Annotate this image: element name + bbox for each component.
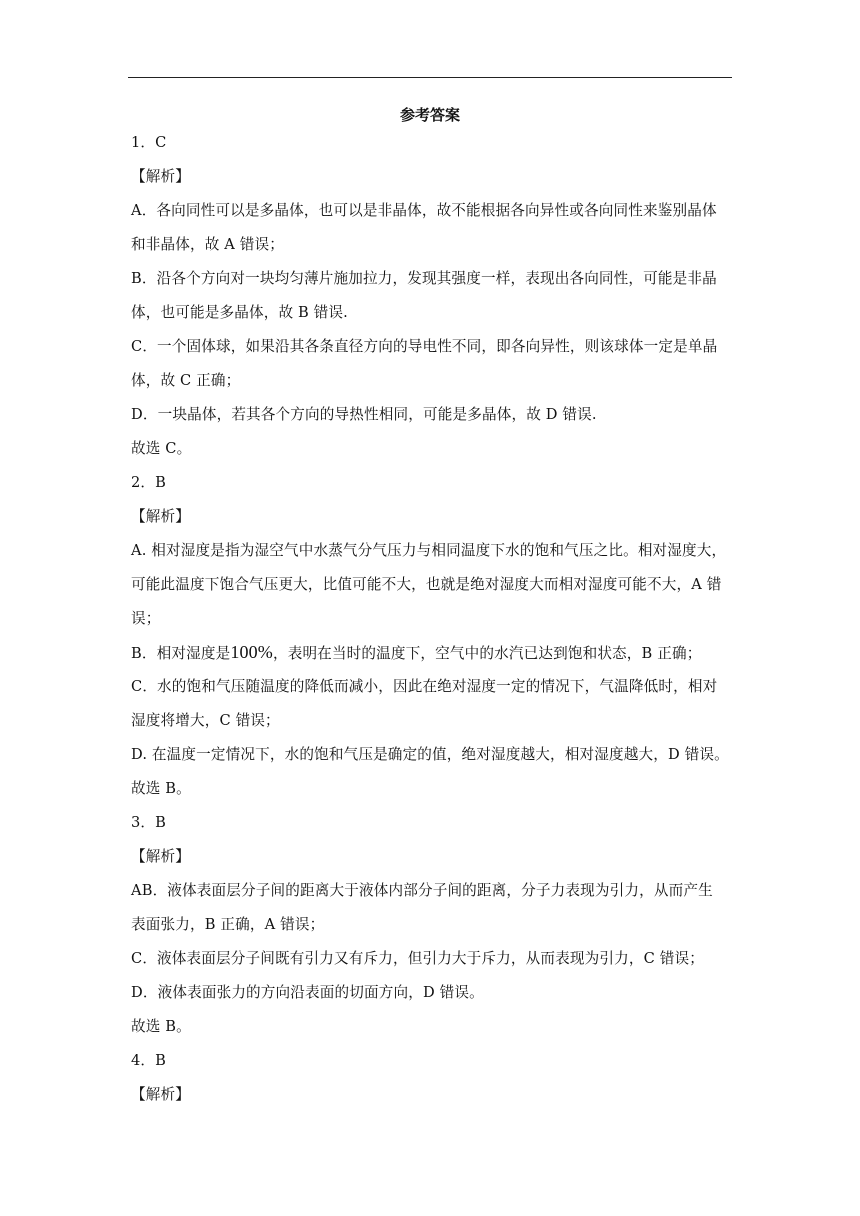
text-line: 和非晶体，故 A 错误；	[131, 236, 284, 253]
analysis-heading: 【解析】	[131, 1086, 190, 1103]
analysis-heading: 【解析】	[131, 848, 190, 865]
text-line: A．各向同性可以是多晶体，也可以是非晶体，故不能根据各向异性或各向同性来鉴别晶体	[131, 202, 717, 219]
text-line: 湿度将增大，C 错误；	[131, 712, 280, 729]
text-segment: B．相对湿度是	[131, 645, 231, 662]
text-line: C．水的饱和气压随温度的降低而减小，因此在绝对湿度一定的情况下，气温降低时，相对	[131, 678, 718, 695]
text-segment: ，表明在当时的温度下，空气中的水汽已达到饱和状态，B 正确；	[272, 645, 702, 662]
text-line: D．液体表面张力的方向沿表面的切面方向，D 错误。	[131, 984, 484, 1001]
text-line: 故选 B。	[131, 1018, 191, 1035]
text-line: 故选 C。	[131, 440, 192, 457]
page-title: 参考答案	[399, 106, 460, 124]
text-line: 体，故 C 正确；	[131, 372, 241, 389]
text-line: A. 相对湿度是指为湿空气中水蒸气分气压力与相同温度下水的饱和气压之比。相对湿度大，	[131, 542, 727, 559]
text-line	[131, 641, 731, 665]
text-line: B．沿各个方向对一块均匀薄片施加拉力，发现其强度一样，表现出各向同性，可能是非晶	[131, 270, 717, 287]
text-line: AB．液体表面层分子间的距离大于液体内部分子间的距离，分子力表现为引力，从而产生	[131, 882, 713, 899]
answer-number: 1．C	[131, 134, 167, 151]
math-value: 100%	[230, 642, 273, 662]
text-line: 故选 B。	[131, 780, 191, 797]
text-line: 表面张力，B 正确，A 错误；	[131, 916, 325, 933]
text-line: C．液体表面层分子间既有引力又有斥力，但引力大于斥力，从而表现为引力，C 错误；	[131, 950, 704, 967]
header-rule	[128, 77, 732, 78]
text-line: C．一个固体球，如果沿其各条直径方向的导电性不同，即各向异性，则该球体一定是单晶	[131, 338, 718, 355]
text-line: D. 在温度一定情况下，水的饱和气压是确定的值，绝对湿度越大，相对湿度越大，D 错误。	[131, 746, 729, 763]
answer-number: 3．B	[131, 814, 167, 831]
answer-number: 2．B	[131, 474, 167, 491]
text-line: 误；	[131, 610, 161, 627]
text-line: 可能此温度下饱合气压更大，比值可能不大，也就是绝对湿度大而相对湿度可能不大，A 错	[131, 576, 722, 593]
answer-number: 4．B	[131, 1052, 167, 1069]
text-line: 体，也可能是多晶体，故 B 错误.	[131, 304, 348, 321]
text-line: D．一块晶体，若其各个方向的导热性相同，可能是多晶体，故 D 错误.	[131, 406, 597, 423]
analysis-heading: 【解析】	[131, 168, 190, 185]
analysis-heading: 【解析】	[131, 508, 190, 525]
